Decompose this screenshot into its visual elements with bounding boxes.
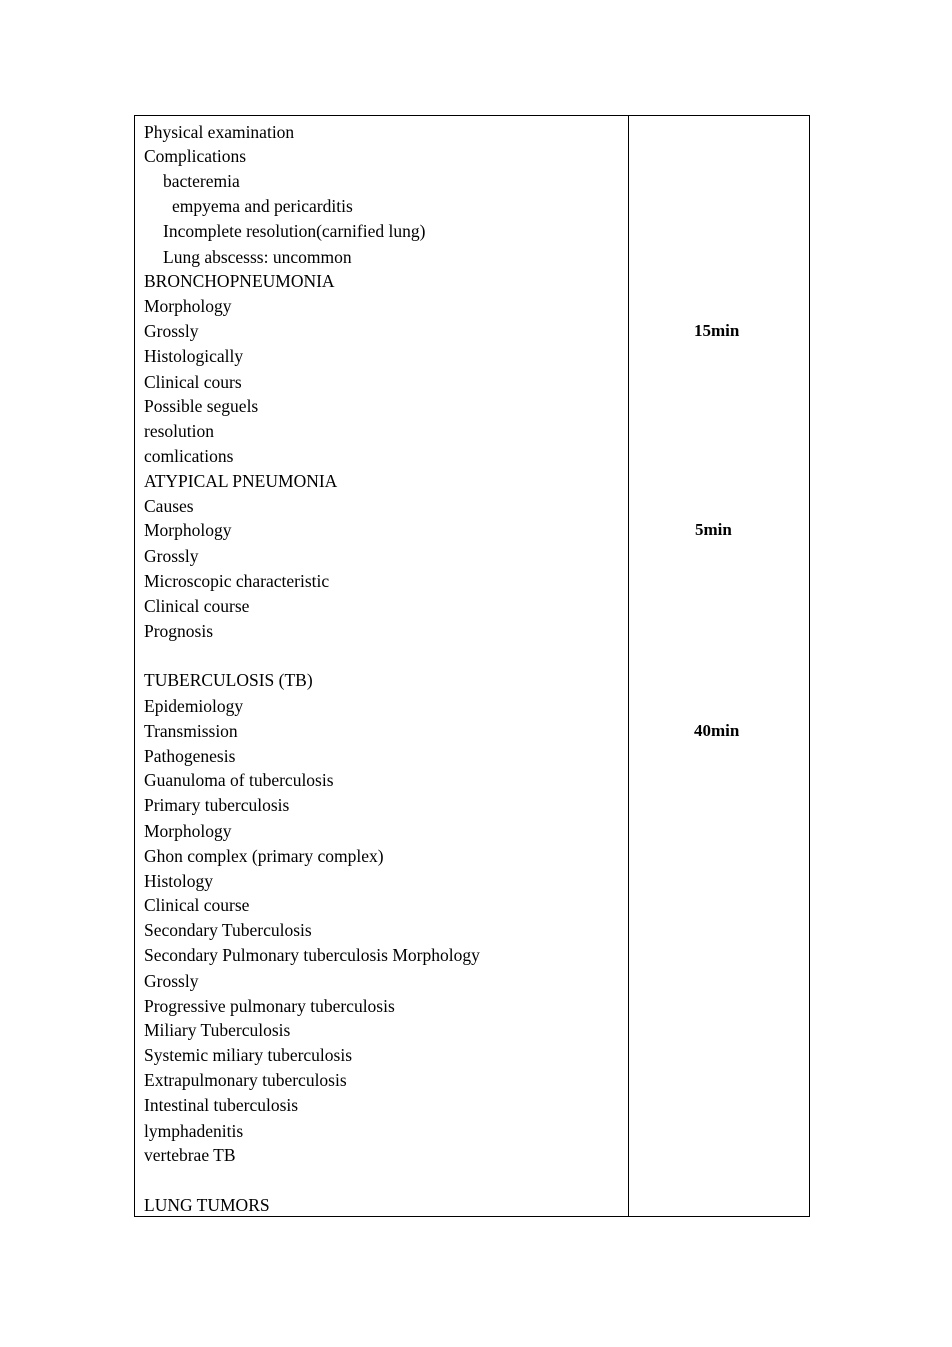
topic-line: lymphadenitis: [144, 1121, 244, 1141]
section-heading: BRONCHOPNEUMONIA: [144, 271, 335, 291]
topic-line: Prognosis: [144, 621, 214, 641]
topic-line: Incomplete resolution(carnified lung): [163, 221, 426, 241]
topic-line: Possible seguels: [144, 396, 259, 416]
topic-line: Progressive pulmonary tuberculosis: [144, 996, 395, 1016]
topic-line: Complications: [144, 146, 247, 166]
topic-line: bacteremia: [163, 171, 240, 191]
topic-line: Clinical course: [144, 596, 250, 616]
section-heading: LUNG TUMORS: [144, 1195, 270, 1215]
topic-line: Secondary Pulmonary tuberculosis Morphology: [144, 945, 480, 965]
topic-line: Morphology: [144, 821, 232, 841]
topic-line: Microscopic characteristic: [144, 571, 330, 591]
column-divider: [628, 116, 629, 1216]
topic-line: comlications: [144, 446, 234, 466]
topic-line: vertebrae TB: [144, 1145, 236, 1165]
section-heading: TUBERCULOSIS (TB): [144, 670, 313, 690]
topic-line: Secondary Tuberculosis: [144, 920, 312, 940]
topic-line: Clinical course: [144, 895, 250, 915]
topic-line: Grossly: [144, 971, 199, 991]
topic-line: Lung abscesss: uncommon: [163, 247, 352, 267]
topic-line: Morphology: [144, 520, 232, 540]
duration-atypical-pneumonia: 5min: [695, 520, 732, 539]
topic-line: Extrapulmonary tuberculosis: [144, 1070, 347, 1090]
topic-line: Physical examination: [144, 122, 295, 142]
topic-line: Grossly: [144, 546, 199, 566]
topic-line: Grossly: [144, 321, 199, 341]
topic-line: Epidemiology: [144, 696, 244, 716]
topic-line: Causes: [144, 496, 194, 516]
topic-line: Pathogenesis: [144, 746, 236, 766]
section-heading: ATYPICAL PNEUMONIA: [144, 471, 338, 491]
topic-line: empyema and pericarditis: [172, 196, 353, 216]
topic-line: Guanuloma of tuberculosis: [144, 770, 334, 790]
topic-line: Ghon complex (primary complex): [144, 846, 384, 866]
topic-line: Primary tuberculosis: [144, 795, 290, 815]
topic-line: Histologically: [144, 346, 244, 366]
topic-line: Systemic miliary tuberculosis: [144, 1045, 353, 1065]
duration-tuberculosis: 40min: [694, 721, 740, 740]
topic-line: resolution: [144, 421, 214, 441]
topic-line: Intestinal tuberculosis: [144, 1095, 299, 1115]
topic-line: Miliary Tuberculosis: [144, 1020, 291, 1040]
topic-line: Clinical cours: [144, 372, 242, 392]
topic-line: Transmission: [144, 721, 238, 741]
topic-line: Morphology: [144, 296, 232, 316]
syllabus-table: [134, 115, 810, 1217]
duration-bronchopneumonia: 15min: [694, 321, 740, 340]
topic-line: Histology: [144, 871, 214, 891]
